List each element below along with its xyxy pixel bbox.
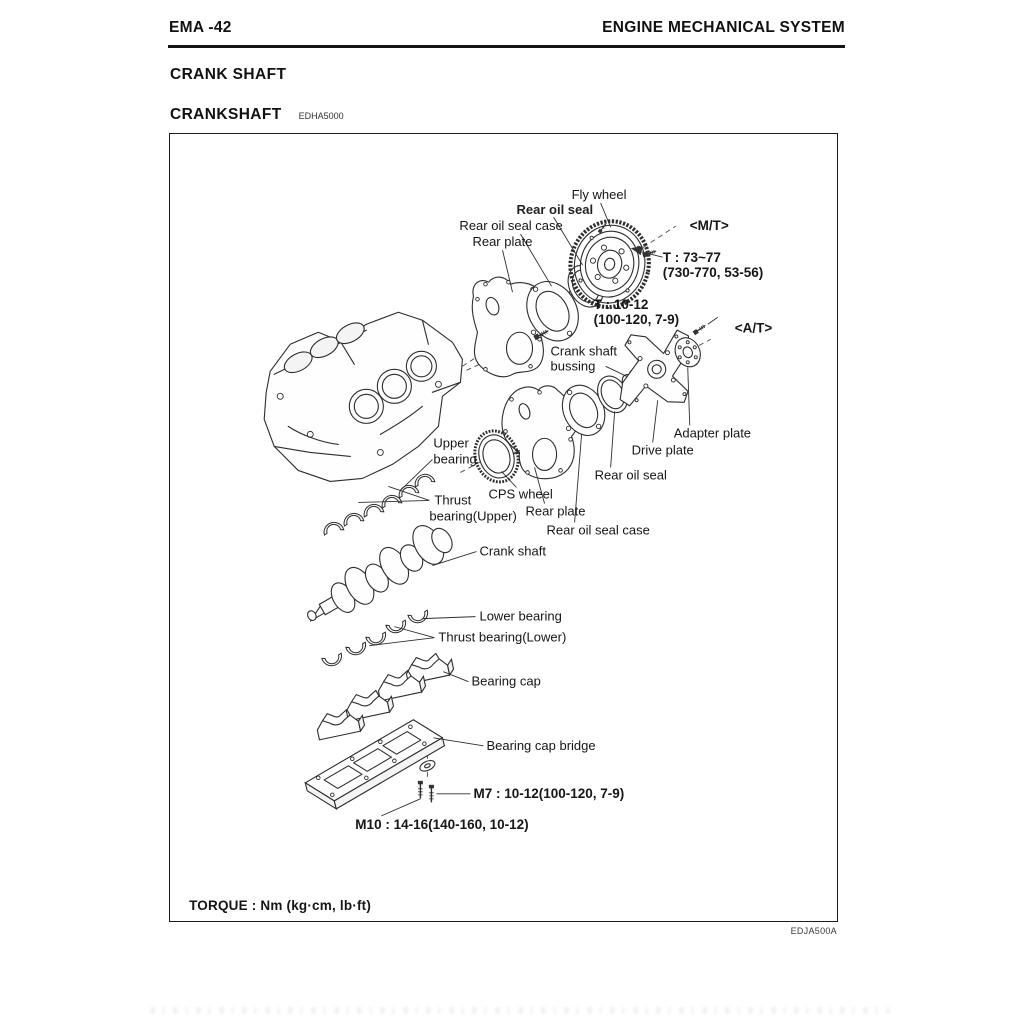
label-bearing-cap: Bearing cap	[471, 673, 541, 689]
page-number: EMA -42	[169, 19, 232, 36]
at-bolt-icon	[693, 324, 707, 335]
m10-bolt-icon	[418, 781, 423, 798]
label-rearplate-torque-1: T : 10-12	[593, 297, 649, 313]
lower-bearing-shells	[322, 610, 430, 668]
label-m10-torque: M10 : 14-16(140-160, 10-12)	[355, 816, 529, 832]
label-flywheel-torque-2: (730-770, 53-56)	[662, 265, 764, 281]
subsection-code: EDHA5000	[298, 111, 344, 121]
label-rear-plate-bottom: Rear plate	[525, 503, 586, 519]
page-header	[169, 19, 845, 37]
label-thrust-bearing-upper-2: bearing(Upper)	[429, 508, 517, 524]
label-upper-bearing-2: bearing	[433, 451, 477, 467]
torque-note: TORQUE : Nm (kg·cm, lb·ft)	[189, 897, 372, 913]
label-fly-wheel: Fly wheel	[571, 187, 627, 203]
label-mt: <M/T>	[689, 218, 729, 234]
exploded-diagram	[170, 134, 837, 921]
subsection-title-text: CRANKSHAFT	[170, 106, 282, 123]
figure-frame	[169, 133, 838, 922]
label-rear-oil-seal-case-top: Rear oil seal case	[459, 218, 563, 234]
upper-bearing-shells	[322, 472, 435, 535]
page-bleed-artifact	[150, 1007, 890, 1014]
header-rule	[168, 45, 845, 48]
label-upper-bearing-1: Upper	[433, 435, 469, 451]
label-rear-plate-top: Rear plate	[472, 234, 533, 250]
label-cps-wheel: CPS wheel	[488, 486, 553, 502]
label-lower-bearing: Lower bearing	[479, 608, 562, 624]
label-drive-plate: Drive plate	[631, 442, 694, 458]
label-thrust-bearing-lower: Thrust bearing(Lower)	[438, 629, 567, 645]
label-adapter-plate: Adapter plate	[673, 425, 752, 441]
chapter-title: ENGINE MECHANICAL SYSTEM	[602, 19, 845, 36]
figure-code: EDJA500A	[790, 926, 837, 936]
m7-bolt-icon	[429, 785, 434, 802]
crankshaft-drawing	[296, 515, 458, 633]
label-rear-oil-seal-case-bottom: Rear oil seal case	[546, 522, 650, 538]
label-crank-shaft-bussing-2: bussing	[550, 358, 596, 374]
label-m7-torque: M7 : 10-12(100-120, 7-9)	[473, 785, 625, 801]
label-at: <A/T>	[734, 320, 773, 336]
label-crank-shaft: Crank shaft	[479, 543, 546, 559]
washer-drawing	[418, 758, 436, 773]
section-title: CRANK SHAFT	[170, 66, 287, 83]
label-bearing-cap-bridge: Bearing cap bridge	[486, 737, 596, 753]
label-rear-oil-seal-bottom: Rear oil seal	[594, 467, 667, 483]
label-rear-oil-seal-top: Rear oil seal	[516, 202, 594, 218]
label-thrust-bearing-upper-1: Thrust	[434, 492, 472, 508]
label-flywheel-torque-1: T : 73~77	[662, 250, 721, 266]
subsection-title	[170, 106, 344, 124]
label-rearplate-torque-2: (100-120, 7-9)	[593, 312, 680, 328]
label-crank-shaft-bussing-1: Crank shaft	[550, 343, 618, 359]
